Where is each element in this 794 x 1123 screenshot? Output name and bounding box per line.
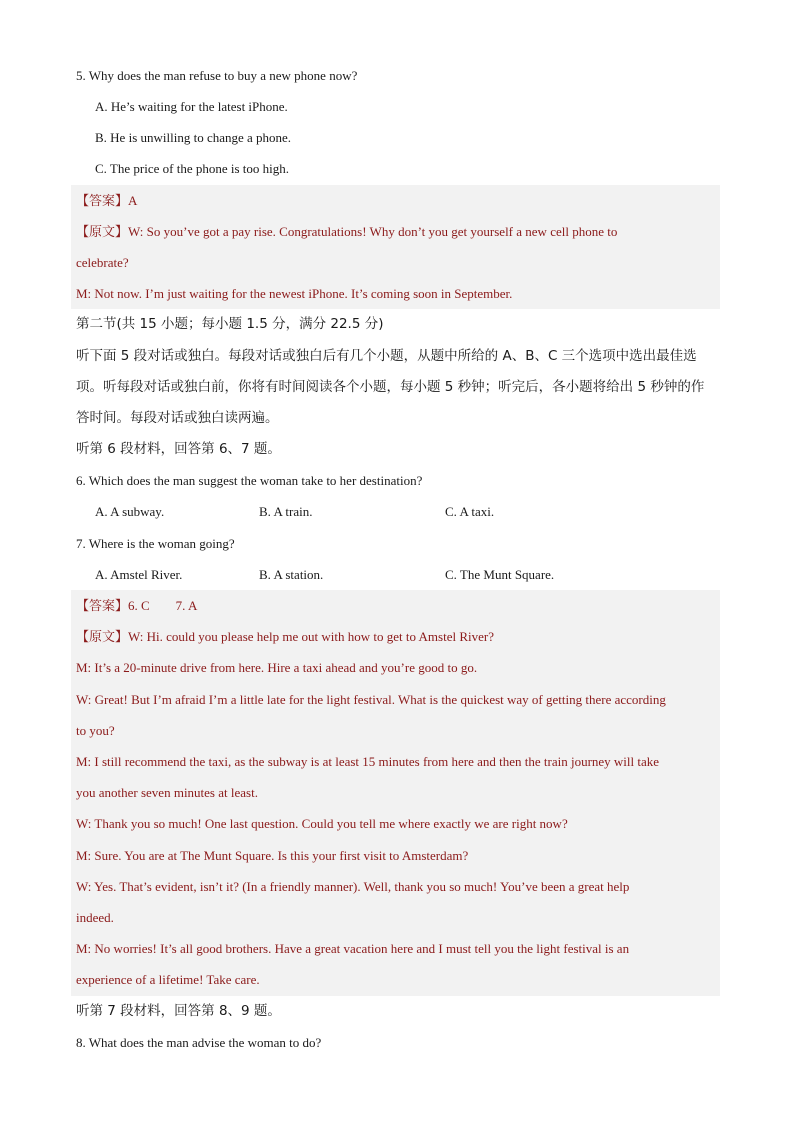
transcript-6-7-line-12: experience of a lifetime! Take care. (76, 972, 260, 987)
section-2-instructions-1: 听下面 5 段对话或独白。每段对话或独白后有几个小题，从题中所给的 A、B、C 三个选项中选出最佳选 (76, 348, 697, 364)
q7-option-b: B. A station. (259, 567, 324, 582)
q7-option-a: A. Amstel River. (95, 567, 183, 582)
transcript-tag: 【原文】 (76, 225, 129, 240)
transcript-6-7-line-9: W: Yes. That’s evident, isn’t it? (In a friendly manner). Well, thank you so much! You’ve been a great help (76, 879, 630, 894)
transcript-6-7-line-6: you another seven minutes at least. (76, 785, 258, 800)
transcript-6-7-line-3: W: Great! But I’m afraid I’m a little late for the light festival. What is the quickest way of getting there according (76, 692, 666, 707)
q6-options (0, 496, 794, 527)
q5-option-b: B. He is unwilling to change a phone. (95, 130, 292, 145)
q5-option-c: C. The price of the phone is too high. (95, 161, 290, 176)
transcript-5-line-1 (76, 216, 617, 247)
answer-6-7 (76, 590, 197, 621)
transcript-6-7-line-1 (76, 621, 494, 652)
question-7: 7. Where is the woman going? (76, 536, 235, 551)
transcript-6-7-line-8: M: Sure. You are at The Munt Square. Is this your first visit to Amsterdam? (76, 848, 469, 863)
section-2-instructions-2: 项。听每段对话或独白前，你将有时间阅读各个小题，每小题 5 秒钟；听完后，各小题将给出 5 秒钟的作 (76, 379, 705, 395)
q5-option-a: A. He’s waiting for the latest iPhone. (95, 99, 288, 114)
q7-option-c: C. The Munt Square. (445, 567, 555, 582)
answer-tag: 【答案】 (76, 194, 129, 209)
question-8: 8. What does the man advise the woman to do? (76, 1035, 322, 1050)
transcript-text: W: So you’ve got a pay rise. Congratulations! Why don’t you get yourself a new cell phone to (128, 224, 618, 239)
transcript-6-7-line-4: to you? (76, 723, 115, 738)
transcript-text: W: Hi. could you please help me out with how to get to Amstel River? (128, 629, 494, 644)
transcript-6-7-line-11: M: No worries! It’s all good brothers. Have a great vacation here and I must tell you the light festival is an (76, 941, 630, 956)
q6-option-b: B. A train. (259, 504, 313, 519)
q6-option-c: C. A taxi. (445, 504, 495, 519)
answer-value: 6. C 7. A (128, 598, 198, 613)
section-2-instructions-3: 答时间。每段对话或独白读两遍。 (76, 410, 279, 426)
transcript-5-line-3: M: Not now. I’m just waiting for the newest iPhone. It’s coming soon in September. (76, 286, 513, 301)
transcript-6-7-line-10: indeed. (76, 910, 114, 925)
question-5: 5. Why does the man refuse to buy a new phone now? (76, 68, 358, 83)
answer-tag: 【答案】 (76, 599, 129, 614)
q7-options (0, 559, 794, 590)
transcript-tag: 【原文】 (76, 630, 129, 645)
section-2-heading: 第二节(共 15 小题；每小题 1.5 分，满分 22.5 分) (76, 316, 384, 332)
transcript-6-7-line-7: W: Thank you so much! One last question. Could you tell me where exactly we are right now? (76, 816, 568, 831)
material-6-heading: 听第 6 段材料，回答第 6、7 题。 (76, 441, 281, 457)
transcript-6-7-line-5: M: I still recommend the taxi, as the subway is at least 15 minutes from here and then the train journey will take (76, 754, 660, 769)
question-6: 6. Which does the man suggest the woman take to her destination? (76, 473, 423, 488)
material-7-heading: 听第 7 段材料，回答第 8、9 题。 (76, 1003, 281, 1019)
q6-option-a: A. A subway. (95, 504, 165, 519)
answer-5 (76, 185, 137, 216)
answer-value: A (128, 193, 138, 208)
transcript-6-7-line-2: M: It’s a 20-minute drive from here. Hire a taxi ahead and you’re good to go. (76, 660, 478, 675)
transcript-5-line-2: celebrate? (76, 255, 129, 270)
